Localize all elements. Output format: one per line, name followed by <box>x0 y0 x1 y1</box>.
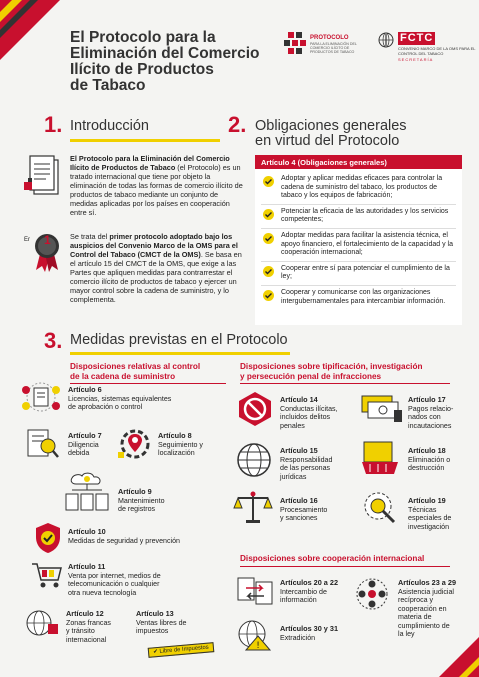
article-title: Artículo 11 <box>68 562 106 571</box>
desc-line: de registros <box>118 505 156 514</box>
article-desc <box>408 506 451 531</box>
desc-line: Técnicas <box>408 506 437 514</box>
desc-line: jurídicas <box>280 472 307 481</box>
badge-number: 1 <box>44 233 51 247</box>
prohibited-icon <box>236 390 274 428</box>
desc-line: Seguimiento y <box>158 441 203 449</box>
desc-line: internacional <box>66 635 107 644</box>
tracking-location-icon <box>116 426 154 462</box>
title-line: Obligaciones generales <box>255 118 407 134</box>
desc-line: Eliminación o <box>408 456 451 464</box>
title-line: Eliminación del Comercio <box>70 45 260 62</box>
obligation-text: Cooperar entre sí para potenciar el cumplimiento de la ley; <box>281 264 450 281</box>
list-item <box>261 172 456 205</box>
fctc-logo <box>378 30 478 64</box>
desc-line: incluidos delitos <box>280 413 331 422</box>
desc-line: Ventas libres de <box>136 619 187 627</box>
article-desc <box>280 506 327 523</box>
heading-line: Disposiciones relativas al control <box>70 362 201 371</box>
article-desc <box>68 395 171 412</box>
article-title: Artículo 12 <box>66 609 104 618</box>
article-title: Artículo 19 <box>408 496 446 505</box>
desc-line: Zonas francas <box>66 619 111 627</box>
desc-line: de aprobación o control <box>68 403 143 412</box>
section-underline <box>70 139 220 142</box>
corner-decoration <box>439 637 479 677</box>
article-desc <box>280 405 338 430</box>
license-network-icon <box>20 380 62 414</box>
article-title: Artículo 17 <box>408 395 446 404</box>
logo-subtitle: PARA LA ELIMINACIÓN DEL COMERCIO ILÍCITO DE PRODUCTOS DE TABACO <box>310 42 357 54</box>
article-title: Artículo 7 <box>68 431 102 440</box>
intro-text: Se trata del <box>70 232 110 241</box>
desc-line: especiales de <box>408 514 452 523</box>
article-title: Artículos 30 y 31 <box>280 624 338 633</box>
heading-rule <box>240 566 450 567</box>
desc-line: recíproca y <box>398 596 434 605</box>
article-desc <box>408 456 450 473</box>
logo-subtitle: CONVENIO MARCO DE LA OMS PARA EL CONTROL DEL TABACO <box>398 46 476 56</box>
section-title: Introducción <box>70 118 149 134</box>
obligation-text: Adoptar y aplicar medidas eficaces para controlar la cadena de suministro del tabaco, los productos de tabaco y los equipos de fabricación; <box>281 175 443 200</box>
article-desc <box>118 497 165 514</box>
check-icon <box>263 176 274 187</box>
desc-line: debida <box>68 449 90 458</box>
heading-line: de la cadena de suministro <box>70 371 176 381</box>
checkmark-icon: ✔ <box>152 648 160 656</box>
heading-rule <box>70 383 226 384</box>
offences-heading <box>240 362 422 381</box>
article-desc <box>66 619 111 644</box>
heading-rule <box>240 383 450 384</box>
logo-name: PROTOCOLO <box>310 35 349 41</box>
records-cloud-icon <box>64 470 110 514</box>
section-title <box>255 119 407 149</box>
desc-line: destrucción <box>408 464 445 473</box>
list-item <box>261 262 456 286</box>
section-number: 1. <box>44 112 63 137</box>
article-title: Artículo 9 <box>118 487 152 496</box>
desc-line: Diligencia <box>68 441 99 449</box>
desc-line: Medidas de seguridad y prevención <box>68 537 180 545</box>
cooperation-heading: Disposiciones sobre cooperación internacional <box>240 554 425 563</box>
desc-line: localización <box>158 449 195 458</box>
check-icon <box>263 233 274 244</box>
desc-line: materia de <box>398 613 432 622</box>
desc-line: Pagos relacio- <box>408 405 454 413</box>
article-desc <box>68 441 99 458</box>
desc-line: y tránsito <box>66 627 95 636</box>
intro-bold-text: primer protocolo adoptado bajo los auspicios del Convenio Marco de la OMS para el Control del Tabaco (CMCT de la OMS) <box>70 232 238 259</box>
article-title: Artículos 23 a 29 <box>398 578 456 587</box>
article-title: Artículo 16 <box>280 496 318 505</box>
article-title: Artículo 14 <box>280 395 318 404</box>
section-number: 3. <box>44 328 63 353</box>
article-desc <box>68 572 161 597</box>
stamp-text: Libre de Impuestos <box>159 644 209 655</box>
article-4-box <box>255 155 462 325</box>
article-desc <box>408 405 453 430</box>
desc-line: impuestos <box>136 627 169 636</box>
desc-line: de las personas <box>280 464 331 473</box>
online-cart-icon <box>30 560 64 590</box>
heading-line: Disposiciones sobre tipificación, investigación <box>240 362 423 371</box>
title-line: Ilícito de Productos <box>70 61 214 78</box>
article-title: Artículo 8 <box>158 431 192 440</box>
article-title: Artículo 13 <box>136 609 174 618</box>
justice-scales-icon <box>232 490 274 524</box>
desc-line: Intercambio de <box>280 588 327 596</box>
section-title: Medidas previstas en el Protocolo <box>70 332 288 348</box>
article-desc <box>280 456 332 481</box>
desc-line: cumplimiento de <box>398 621 450 630</box>
title-line: de Tabaco <box>70 77 146 94</box>
obligation-text: Cooperar y comunicarse con las organizaciones intergubernamentales para intercambiar información. <box>281 288 446 305</box>
mutual-assistance-icon <box>352 576 392 612</box>
list-item <box>261 286 456 309</box>
destruction-icon <box>358 440 402 478</box>
document-icon <box>24 154 62 198</box>
desc-line: y sanciones <box>280 514 318 523</box>
article-desc <box>280 634 315 642</box>
desc-line: telecomunicación o cualquier <box>68 580 160 589</box>
desc-line: Asistencia judicial <box>398 588 454 596</box>
article-desc <box>398 588 454 638</box>
article-desc <box>68 537 180 545</box>
desc-line: Responsabilidad <box>280 456 333 464</box>
obligation-text: Adoptar medidas para facilitar la asistencia técnica, el apoyo financiero, el fortalecimiento de la capacidad y la cooperación internacional; <box>281 231 453 257</box>
title-line: El Protocolo para la <box>70 29 216 46</box>
article-title: Artículo 10 <box>68 527 106 536</box>
article-desc <box>136 619 186 636</box>
svg-text:!: ! <box>256 641 260 651</box>
obligations-list <box>255 169 462 309</box>
desc-line: información <box>280 596 317 605</box>
intro-text: . Se basa en el artículo 15 del CMCT de la OMS, que exige a las Partes que apliquen medidas para contrarrestar el comercio ilícito de productos de tabaco y ejercer un mayor control sobre la cadena de suministro, y lo complementa. <box>70 250 242 304</box>
article-title: Artículo 18 <box>408 446 446 455</box>
list-item <box>261 205 456 229</box>
section-number: 2. <box>228 112 247 137</box>
supply-chain-heading <box>70 362 200 381</box>
fctc-wordmark: FCTC <box>400 32 434 44</box>
article-title: Artículo 6 <box>68 385 102 394</box>
title-line: en virtud del Protocolo <box>255 133 400 149</box>
corner-decoration <box>0 0 60 60</box>
desc-line: Mantenimiento <box>118 497 165 505</box>
protocol-mark-icon <box>284 32 306 54</box>
obligation-text: Potenciar la eficacia de las autoridades y los servicios competentes; <box>281 207 449 224</box>
protocol-logo <box>284 30 374 60</box>
logo-tagline: SECRETARÍA <box>398 57 434 62</box>
security-shield-icon <box>34 522 62 554</box>
who-emblem-icon <box>378 32 394 48</box>
desc-line: incautaciones <box>408 421 452 430</box>
intro-text: (el Protocolo) es un tratado internacional que tiene por objeto la eliminación de todas las formas de comercio ilícito de productos de tabaco mediante un conjunto de medidas aplicadas por los países en cooperación entre sí. <box>70 163 243 217</box>
article-desc <box>158 441 203 458</box>
extradition-icon <box>236 618 272 652</box>
legal-person-globe-icon <box>236 442 272 478</box>
intro-paragraph-1 <box>70 154 246 217</box>
list-item <box>261 229 456 262</box>
desc-line: investigación <box>408 522 450 531</box>
check-icon <box>263 209 274 220</box>
payment-icon <box>360 392 404 424</box>
desc-line: nados con <box>408 413 441 422</box>
check-icon <box>263 290 274 301</box>
intro-paragraph-2 <box>70 232 246 304</box>
information-exchange-icon <box>236 574 274 608</box>
article-title: Artículos 20 a 22 <box>280 578 338 587</box>
desc-line: penales <box>280 421 305 430</box>
intro-bold-text: El Protocolo para la Eliminación del Comercio Ilícito de Productos de Tabaco <box>70 154 230 172</box>
due-diligence-icon <box>24 426 60 460</box>
page-title <box>70 30 280 94</box>
desc-line: Procesamiento <box>280 506 328 514</box>
article-4-header: Artículo 4 (Obligaciones generales) <box>255 155 462 169</box>
desc-line: Extradición <box>280 634 316 642</box>
investigation-icon <box>360 490 400 526</box>
badge-suffix: Er <box>24 237 30 243</box>
desc-line: otra nueva tecnología <box>68 588 137 597</box>
duty-free-stamp <box>148 642 214 658</box>
desc-line: Venta por internet, medios de <box>68 572 161 580</box>
desc-line: cooperación en <box>398 604 447 613</box>
section-underline <box>70 352 290 355</box>
free-zone-globe-icon <box>24 608 60 638</box>
check-icon <box>263 266 274 277</box>
desc-line: la ley <box>398 630 415 639</box>
desc-line: Licencias, sistemas equivalentes <box>68 395 172 403</box>
article-desc <box>280 588 327 605</box>
desc-line: Conductas ilícitas, <box>280 405 338 413</box>
article-title: Artículo 15 <box>280 446 318 455</box>
heading-line: y persecución penal de infracciones <box>240 371 382 381</box>
